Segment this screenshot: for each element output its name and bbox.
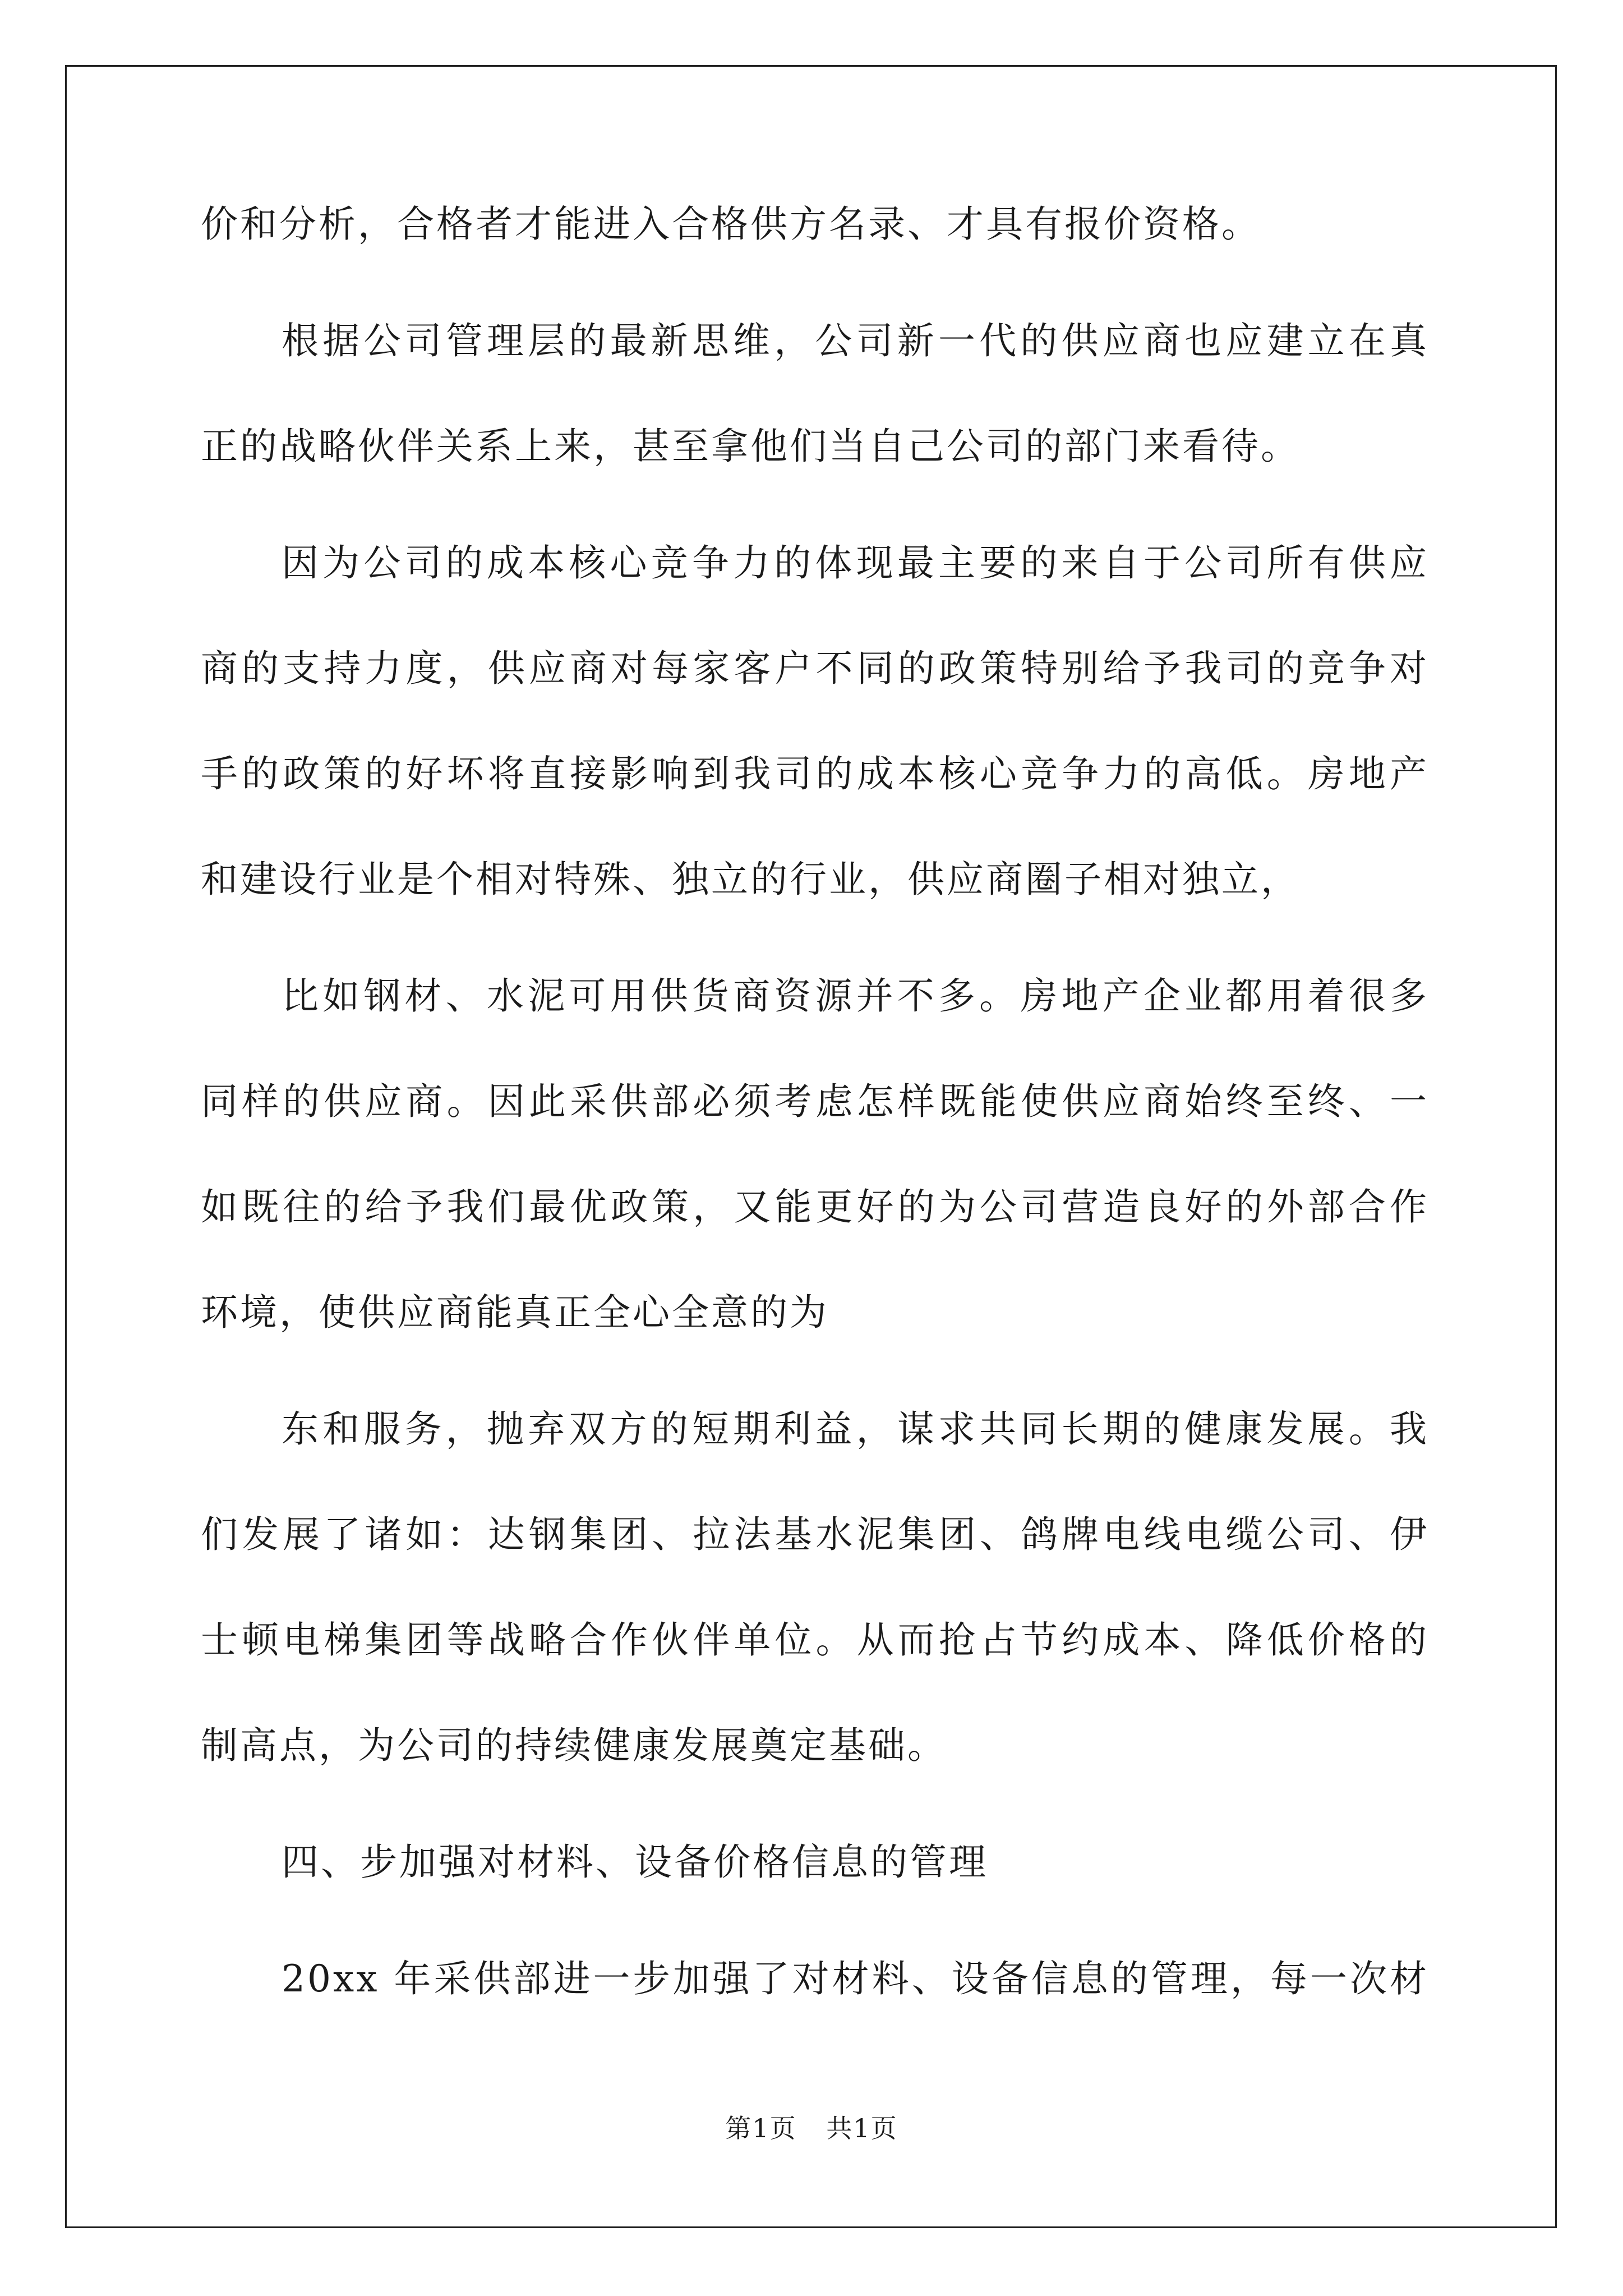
text-line: 们发展了诸如：达钢集团、拉法基水泥集团、鸽牌电线电缆公司、伊 xyxy=(201,1513,1429,1556)
text-line: 制高点，为公司的持续健康发展奠定基础。 xyxy=(201,1724,947,1767)
text-line: 士顿电梯集团等战略合作伙伴单位。从而抢占节约成本、降低价格的 xyxy=(201,1618,1429,1662)
text-line: 环境，使供应商能真正全心全意的为 xyxy=(201,1291,829,1334)
text-line: 因为公司的成本核心竞争力的体现最主要的来自于公司所有供应 xyxy=(282,541,1429,585)
text-line: 20xx 年采供部进一步加强了对材料、设备信息的管理，每一次材 xyxy=(282,1957,1429,2000)
text-line: 根据公司管理层的最新思维，公司新一代的供应商也应建立在真 xyxy=(282,319,1429,362)
text-line: 比如钢材、水泥可用供货商资源并不多。房地产企业都用着很多 xyxy=(282,974,1429,1018)
text-line: 价和分析，合格者才能进入合格供方名录、才具有报价资格。 xyxy=(201,203,1261,246)
text-line: 商的支持力度，供应商对每家客户不同的政策特别给予我司的竞争对 xyxy=(201,647,1429,690)
text-line: 如既往的给予我们最优政策，又能更好的为公司营造良好的外部合作 xyxy=(201,1185,1429,1228)
text-line: 同样的供应商。因此采供部必须考虑怎样既能使供应商始终至终、一 xyxy=(201,1080,1429,1123)
document-body xyxy=(201,202,1429,2001)
page-total: 共1页 xyxy=(826,2113,898,2143)
section-heading: 四、步加强对材料、设备价格信息的管理 xyxy=(282,1841,988,1884)
text-line: 和建设行业是个相对特殊、独立的行业，供应商圈子相对独立， xyxy=(201,858,1300,901)
page-footer xyxy=(0,2108,1623,2145)
text-line: 东和服务，抛弃双方的短期利益，谋求共同长期的健康发展。我 xyxy=(282,1407,1429,1451)
text-line: 正的战略伙伴关系上来，甚至拿他们当自己公司的部门来看待。 xyxy=(201,425,1300,468)
page-number: 第1页 xyxy=(725,2113,797,2143)
text-line: 手的政策的好坏将直接影响到我司的成本核心竞争力的高低。房地产 xyxy=(201,752,1429,795)
